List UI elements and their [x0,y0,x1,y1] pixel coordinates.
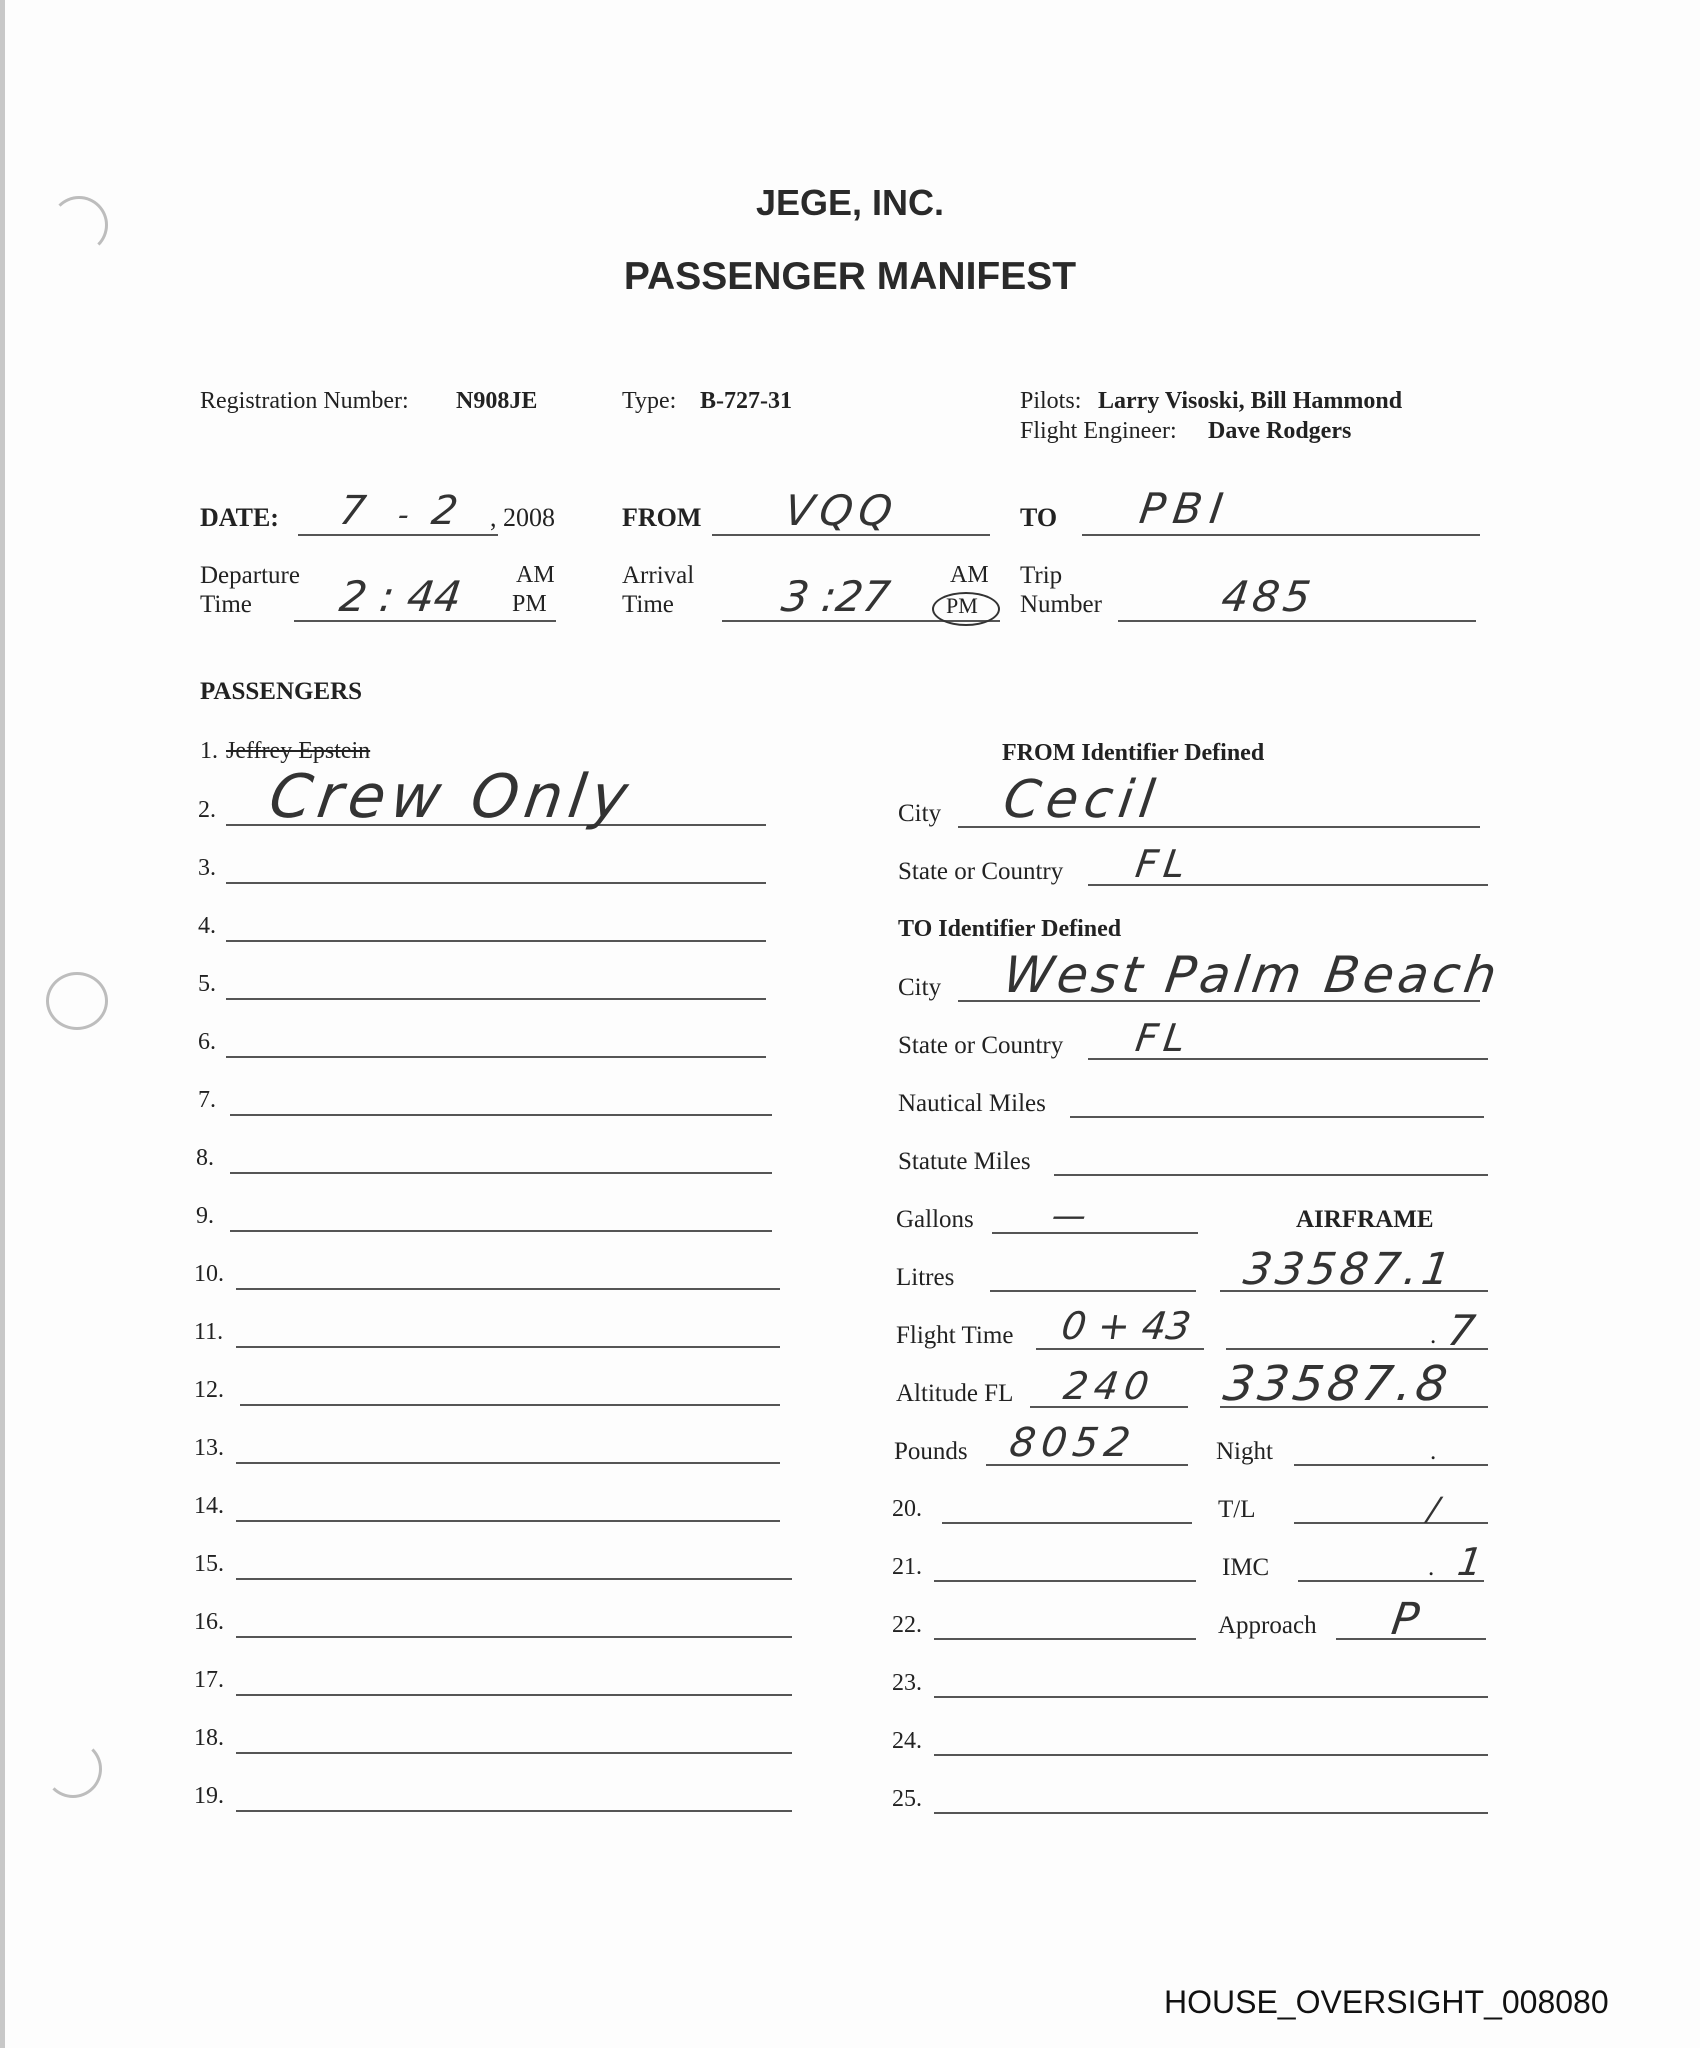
to-label: TO [1020,503,1058,532]
night-dot: . [1430,1438,1437,1465]
statute-miles-label: Statute Miles [898,1148,1031,1175]
type-value: B-727-31 [700,388,792,414]
passenger-number: 5. [198,971,216,997]
passenger-line [236,1810,792,1812]
page-title: PASSENGER MANIFEST [623,255,1077,298]
nautical-miles-line [1070,1116,1484,1118]
binder-hole-bottom [44,1740,102,1798]
row-line [934,1580,1196,1582]
passenger-line [226,998,766,1000]
airframe-end-value: 33587.8 [1220,1356,1455,1412]
bates-number: HOUSE_OVERSIGHT_008080 [1164,1984,1609,2020]
row-line [934,1754,1488,1756]
departure-pm: PM [512,591,547,617]
passenger-line [226,882,766,884]
from-state-value: FL [1132,842,1195,886]
passenger-line [230,1172,772,1174]
row-number: 20. [892,1496,922,1522]
passenger-number: 12. [194,1377,224,1403]
departure-time: 2 : 44 [336,572,465,621]
departure-label: Departure [200,562,300,589]
to-city-value: West Palm Beach [999,946,1504,1004]
tl-value: / [1425,1490,1442,1528]
page-edge [0,0,5,2048]
passenger-number: 9. [196,1203,214,1229]
flight-time-label: Flight Time [896,1322,1014,1349]
passenger-number: 7. [198,1087,216,1113]
passenger-number: 1. [200,738,218,764]
date-label: DATE: [200,503,279,532]
passenger-line [236,1462,780,1464]
passenger-number: 10. [194,1261,224,1287]
arrival-pm-circle [932,592,1000,626]
passenger-number: 11. [194,1319,224,1345]
passenger-number: 15. [194,1551,224,1577]
passenger-line [236,1346,780,1348]
registration-value: N908JE [456,388,538,414]
imc-value: 1 [1454,1540,1486,1584]
arrival-label: Arrival [622,562,695,589]
row-number: 23. [892,1670,922,1696]
passenger-line [240,1404,780,1406]
arrival-pm: PM [946,593,978,618]
approach-value: P [1388,1594,1423,1645]
passenger-line [230,1230,772,1232]
gallons-value: — [1049,1196,1089,1236]
flight-time-value: 0 + 43 [1058,1304,1194,1348]
pilots-value: Larry Visoski, Bill Hammond [1098,388,1403,414]
airframe-heading: AIRFRAME [1296,1206,1434,1233]
date-day: 2 [428,488,461,534]
approach-label: Approach [1218,1612,1317,1639]
to-state-value: FL [1132,1016,1195,1060]
passenger-line [236,1752,792,1754]
row-number: 25. [892,1786,922,1812]
to-state-label: State or Country [898,1032,1064,1059]
altitude-value: 240 [1060,1364,1158,1408]
row-number: 24. [892,1728,922,1754]
passenger-line [236,1694,792,1696]
trip-number: 485 [1218,572,1318,621]
engineer-label: Flight Engineer: [1020,418,1177,444]
airframe-start-value: 33587.1 [1240,1244,1458,1295]
to-city-label: City [898,974,942,1001]
arrival-am: AM [950,562,989,588]
row-line [934,1812,1488,1814]
airframe-added-value: 7 [1444,1306,1479,1355]
passenger-number: 18. [194,1725,224,1751]
passenger-line [236,1578,792,1580]
passenger-number: 8. [196,1145,214,1171]
passenger-line [226,940,766,942]
nautical-miles-label: Nautical Miles [898,1090,1046,1117]
binder-hole-middle [46,972,108,1030]
imc-label: IMC [1222,1554,1270,1581]
gallons-line [992,1232,1198,1234]
passenger-number: 17. [194,1667,224,1693]
pilots-label: Pilots: [1020,388,1082,414]
date-month: 7 [336,488,369,534]
litres-line [990,1290,1196,1292]
row-line [942,1522,1192,1524]
from-city-value: Cecil [999,770,1165,830]
passenger-number: 6. [198,1029,216,1055]
litres-label: Litres [896,1264,955,1291]
passenger-name-struck: Jeffrey Epstein [226,738,371,764]
tl-line [1294,1522,1488,1524]
passenger-line [230,1114,772,1116]
pounds-value: 8052 [1006,1420,1140,1466]
passenger-number: 2. [198,797,216,823]
passenger-number: 14. [194,1493,224,1519]
trip-label: Trip [1020,562,1063,589]
type-label: Type: [622,388,677,414]
date-year: , 2008 [490,503,555,532]
engineer-value: Dave Rodgers [1208,418,1352,444]
passengers-heading: PASSENGERS [200,678,363,705]
passenger-number: 19. [194,1783,224,1809]
company-name: JEGE, INC. [755,182,945,223]
passenger-number: 13. [194,1435,224,1461]
registration-label: Registration Number: [200,388,409,414]
to-field-line [1082,534,1480,536]
passenger-line [236,1520,780,1522]
row-line [934,1696,1488,1698]
passenger-line [236,1288,780,1290]
to-value: PBI [1136,484,1234,533]
passenger-line [226,1056,766,1058]
flight-time-line [1036,1348,1204,1350]
date-field-line [298,534,498,536]
airframe-added-dot: . [1430,1322,1437,1349]
statute-miles-line [1054,1174,1488,1176]
night-line [1294,1464,1488,1466]
row-number: 21. [892,1554,922,1580]
date-separator: - [395,498,412,533]
from-state-label: State or Country [898,858,1064,885]
imc-dot: . [1428,1554,1435,1581]
altitude-label: Altitude FL [896,1380,1014,1407]
passenger-number: 3. [198,855,216,881]
passenger-number: 16. [194,1609,224,1635]
pounds-label: Pounds [894,1438,968,1465]
night-label: Night [1216,1438,1273,1465]
row-line [934,1638,1196,1640]
from-city-label: City [898,800,942,827]
passenger-line [236,1636,792,1638]
from-label: FROM [622,503,702,532]
arrival-time: 3 :27 [778,572,894,621]
departure-label-2: Time [200,591,252,618]
arrival-label-2: Time [622,591,674,618]
gallons-label: Gallons [896,1206,974,1233]
passenger-number: 4. [198,913,216,939]
to-identifier-heading: TO Identifier Defined [898,916,1122,942]
row-number: 22. [892,1612,922,1638]
passenger-name: Crew Only [265,762,638,832]
from-identifier-heading: FROM Identifier Defined [1002,740,1265,766]
departure-am: AM [516,562,555,588]
trip-label-2: Number [1020,591,1102,618]
from-value: VQQ [781,486,902,535]
tl-label: T/L [1218,1496,1256,1523]
